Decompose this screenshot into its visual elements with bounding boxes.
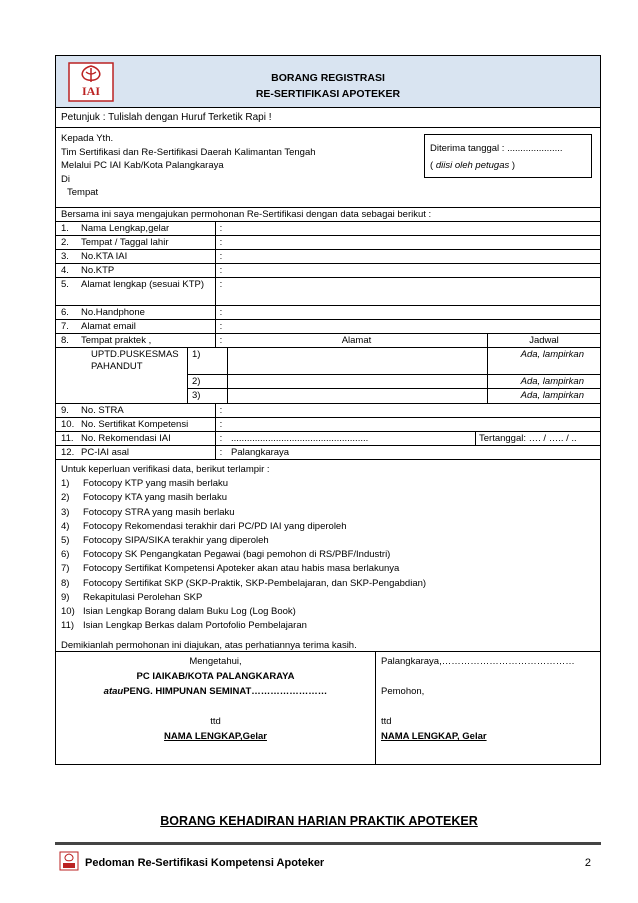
field-input[interactable]: [226, 404, 600, 417]
closing-text: Demikianlah permohonan ini diajukan, atas perhatiannya terima kasih.: [61, 640, 357, 652]
addressee-line1: Kepada Yth.: [61, 133, 114, 144]
practice-address-input[interactable]: [228, 375, 488, 388]
instruction: Petunjuk : Tulislah dengan Huruf Terketik Rapi !: [56, 108, 600, 128]
field-input[interactable]: [226, 222, 600, 235]
pc-origin-row: 12. PC-IAI asal : Palangkaraya: [56, 446, 600, 460]
field-number: 6.: [61, 307, 69, 318]
attachment-item: 11) Isian Lengkap Berkas dalam Portofolio Pembelajaran: [61, 620, 307, 632]
practice-row: 1) Ada, lampirkan: [188, 348, 600, 375]
field-number: 8.: [61, 335, 69, 346]
field-input[interactable]: [226, 320, 600, 333]
page-number: 2: [584, 857, 591, 869]
attachment-item: 9) Rekapitulasi Perolehan SKP: [61, 591, 203, 603]
field-number: 9.: [61, 405, 69, 416]
field-label: No. Sertifikat Kompetensi: [81, 419, 189, 430]
form-title: [56, 70, 600, 102]
attachment-item: 2) Fotocopy KTA yang masih berlaku: [61, 492, 227, 504]
title-line1: BORANG REGISTRASI: [271, 72, 385, 84]
field-label: Tempat praktek ,: [81, 335, 152, 346]
field-input[interactable]: [226, 306, 600, 319]
field-row: 2. Tempat / Taggal lahir :: [56, 236, 600, 250]
recommendation-row: 11. No. Rekomendasi IAI : .................................................... Tertanggal: …. / ….. / ..: [56, 432, 600, 446]
recommendation-input[interactable]: ....................................................: [231, 433, 369, 444]
field-label: No.KTP: [81, 265, 115, 276]
signer-name-right: NAMA LENGKAP, Gelar: [381, 731, 487, 742]
signature-left: Mengetahui, PC IAIKAB/KOTA PALANGKARAYA atauPENG. HIMPUNAN SEMINAT…………………… ttd NAMA LENGKAP,Gelar: [56, 652, 376, 764]
field-number: 7.: [61, 321, 69, 332]
field-input[interactable]: [226, 418, 600, 431]
practice-row: 2) Ada, lampirkan: [188, 375, 600, 389]
practice-row: 3) Ada, lampirkan: [188, 389, 600, 403]
field-input[interactable]: [226, 278, 600, 305]
section-title: BORANG KEHADIRAN HARIAN PRAKTIK APOTEKER: [160, 814, 478, 828]
col-schedule-header: Jadwal: [529, 335, 559, 346]
field-label: Tempat / Taggal lahir: [81, 237, 169, 248]
col-address-header: Alamat: [226, 334, 488, 347]
recommendation-date[interactable]: Tertanggal: …. / ….. / ..: [475, 432, 600, 445]
addressee-line4: Di: [61, 173, 70, 185]
field-number: 2.: [61, 237, 69, 248]
addressee-line5: Tempat: [67, 187, 99, 198]
addressee-block: [56, 128, 600, 208]
signer-name-left: NAMA LENGKAP,Gelar: [164, 731, 267, 742]
received-label: Diterima tanggal : .....................: [430, 143, 563, 154]
title-line2: RE-SERTIFIKASI APOTEKER: [255, 88, 401, 100]
attachment-item: 7) Fotocopy Sertifikat Kompetensi Apoteker akan atau habis masa berlakunya: [61, 563, 400, 575]
field-input[interactable]: [226, 264, 600, 277]
field-row: 1. Nama Lengkap,gelar :: [56, 222, 600, 236]
attachment-item: 5) Fotocopy SIPA/SIKA terakhir yang diperoleh: [61, 535, 269, 547]
received-box: [424, 134, 592, 178]
field-input[interactable]: [226, 236, 600, 249]
attachment-item: 6) Fotocopy SK Pengangkatan Pegawai (bagi pemohon di RS/PBF/Industri): [61, 549, 391, 561]
field-label: No.Handphone: [81, 307, 145, 318]
form-header: [56, 56, 600, 108]
field-label: Alamat lengkap (sesuai KTP): [81, 279, 205, 290]
attachment-item: 4) Fotocopy Rekomendasi terakhir dari PC/PD IAI yang diperoleh: [61, 520, 347, 532]
field-row: 3. No.KTA IAI :: [56, 250, 600, 264]
field-label: Alamat email: [81, 321, 136, 332]
field-row: 5. Alamat lengkap (sesuai KTP) :: [56, 278, 600, 306]
signature-block: [56, 652, 600, 764]
attachments-block: [56, 460, 600, 652]
field-number: 5.: [61, 279, 69, 290]
attachment-item: 8) Fotocopy Sertifikat SKP (SKP-Praktik, SKP-Pembelajaran, dan SKP-Pengabdian): [61, 577, 427, 589]
practice-header-row: 8. Tempat praktek , : Alamat Jadwal: [56, 334, 600, 348]
field-number: 10.: [61, 419, 75, 430]
received-note: ( diisi oleh petugas ): [430, 160, 516, 171]
practice-address-input[interactable]: [228, 348, 488, 374]
field-row: 9. No. STRA :: [56, 404, 600, 418]
attachment-item: 10) Isian Lengkap Borang dalam Buku Log (Log Book): [61, 606, 296, 618]
practice-block: [56, 348, 600, 404]
signature-right: Palangkaraya,…………………………………… Pemohon, ttd NAMA LENGKAP, Gelar: [376, 652, 600, 764]
intro-text: Bersama ini saya mengajukan permohonan Re-Sertifikasi dengan data sebagai berikut :: [56, 208, 600, 222]
field-row: 6. No.Handphone :: [56, 306, 600, 320]
field-number: 3.: [61, 251, 69, 262]
page-footer: [55, 842, 601, 878]
attachment-item: 1) Fotocopy KTP yang masih berlaku: [61, 478, 229, 490]
field-row: 10. No. Sertifikat Kompetensi :: [56, 418, 600, 432]
addressee-line2: Tim Sertifikasi dan Re-Sertifikasi Daerah Kalimantan Tengah: [61, 146, 316, 158]
field-row: 4. No.KTP :: [56, 264, 600, 278]
field-number: 1.: [61, 223, 69, 234]
addressee-line3: Melalui PC IAI Kab/Kota Palangkaraya: [61, 160, 224, 171]
attachment-item: 3) Fotocopy STRA yang masih berlaku: [61, 506, 235, 518]
field-label: No. STRA: [81, 405, 124, 416]
pc-origin-input[interactable]: Palangkaraya: [231, 447, 290, 458]
attachments-intro: Untuk keperluan verifikasi data, berikut terlampir :: [61, 464, 270, 475]
logo-text: IAI: [81, 84, 101, 98]
field-input[interactable]: [226, 250, 600, 263]
field-number: 4.: [61, 265, 69, 276]
footer-text: Pedoman Re-Sertifikasi Kompetensi Apoteker: [85, 857, 325, 869]
field-row: 7. Alamat email :: [56, 320, 600, 334]
field-label: No.KTA IAI: [81, 251, 128, 262]
practice-address-input[interactable]: [228, 389, 488, 403]
practice-place: UPTD.PUSKESMAS PAHANDUT: [56, 348, 188, 403]
field-label: Nama Lengkap,gelar: [81, 223, 170, 234]
iai-small-logo-icon: [59, 851, 79, 871]
registration-form: [55, 55, 601, 765]
